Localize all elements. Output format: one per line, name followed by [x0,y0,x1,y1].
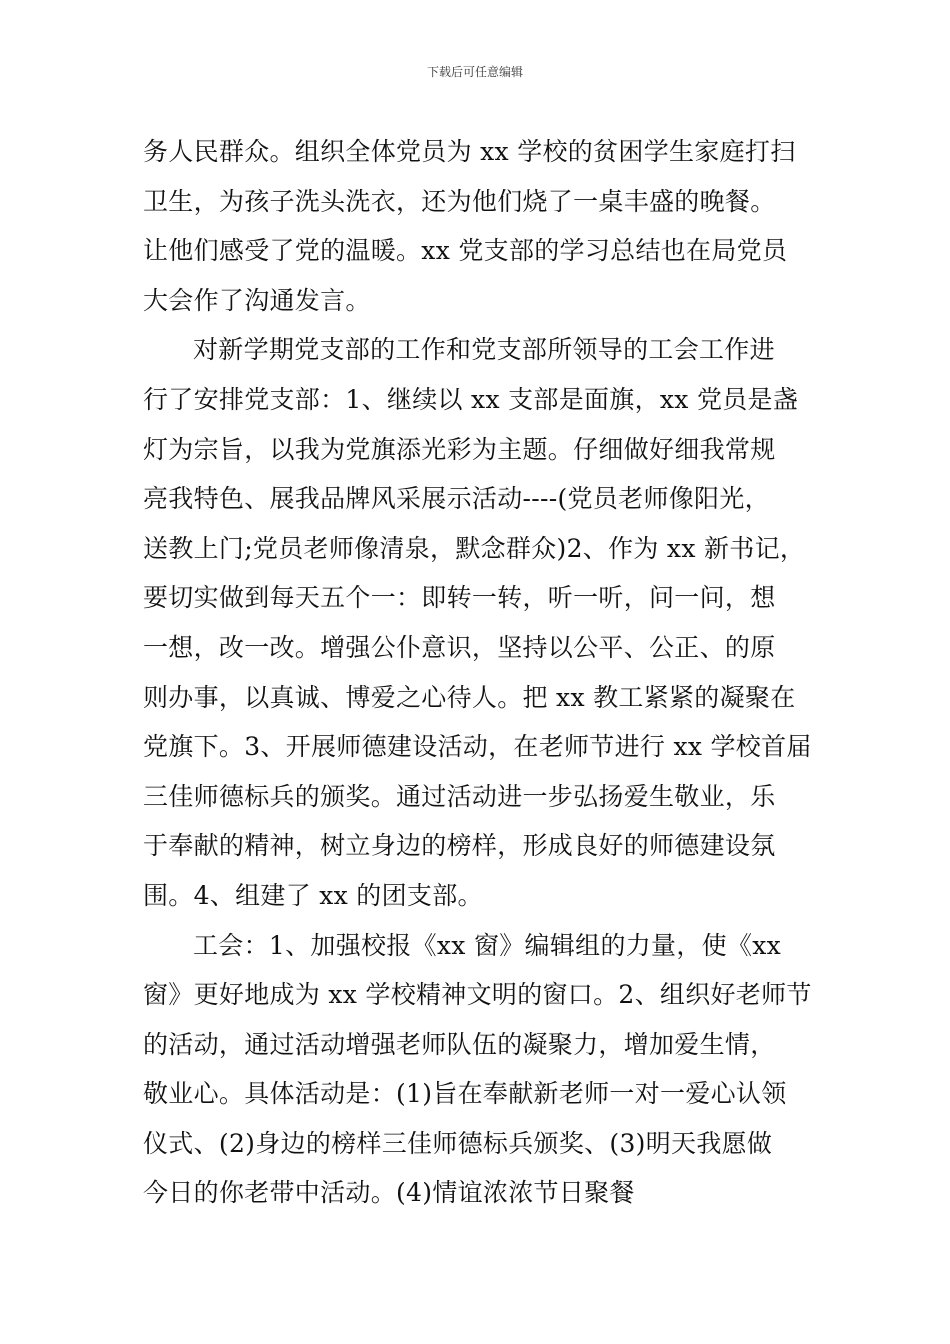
text-line: 敬业心。具体活动是：(1)旨在奉献新老师一对一爱心认领 [143,1079,787,1109]
text-line: 行了安排党支部：1、继续以 xx 支部是面旗，xx 党员是盏 [143,384,799,414]
text-line: 党旗下。3、开展师德建设活动，在老师节进行 xx 学校首届 [143,732,812,762]
text-line: 工会：1、加强校报《xx 窗》编辑组的力量，使《xx [193,930,782,960]
document-body [143,127,812,1218]
page-header: 下载后可任意编辑 [426,65,523,79]
text-line: 三佳师德标兵的颁奖。通过活动进一步弘扬爱生敬业，乐 [143,781,776,811]
text-line: 要切实做到每天五个一：即转一转，听一听，问一问，想 [143,583,776,613]
text-line: 则办事，以真诚、博爱之心待人。把 xx 教工紧紧的凝聚在 [143,682,796,712]
text-line: 灯为宗旨，以我为党旗添光彩为主题。仔细做好细我常规 [143,434,776,464]
text-line: 大会作了沟通发言。 [143,285,371,315]
text-line: 亮我特色、展我品牌风采展示活动----(党员老师像阳光， [143,484,770,514]
text-line: 今日的你老带中活动。(4)情谊浓浓节日聚餐 [143,1178,635,1208]
text-line: 让他们感受了党的温暖。xx 党支部的学习总结也在局党员 [143,236,788,266]
text-line: 仪式、(2)身边的榜样三佳师德标兵颁奖、(3)明天我愿做 [143,1128,773,1158]
text-line: 围。4、组建了 xx 的团支部。 [143,880,483,910]
text-line: 的活动，通过活动增强老师队伍的凝聚力，增加爱生情， [143,1029,776,1059]
text-line: 窗》更好地成为 xx 学校精神文明的窗口。2、组织好老师节 [143,980,812,1010]
text-line: 卫生，为孩子洗头洗衣，还为他们烧了一桌丰盛的晚餐。 [143,186,776,216]
text-line: 一想，改一改。增强公仆意识，坚持以公平、公正、的原 [143,632,776,662]
text-line: 于奉献的精神，树立身边的榜样，形成良好的师德建设氛 [143,831,776,861]
paragraph [143,127,808,325]
text-line: 对新学期党支部的工作和党支部所领导的工会工作进 [193,335,775,365]
paragraph [143,325,812,920]
text-line: 务人民群众。组织全体党员为 xx 学校的贫困学生家庭打扫 [143,137,796,166]
text-line: 送教上门;党员老师像清泉，默念群众)2、作为 xx 新书记， [143,533,806,563]
paragraph [143,921,812,1219]
